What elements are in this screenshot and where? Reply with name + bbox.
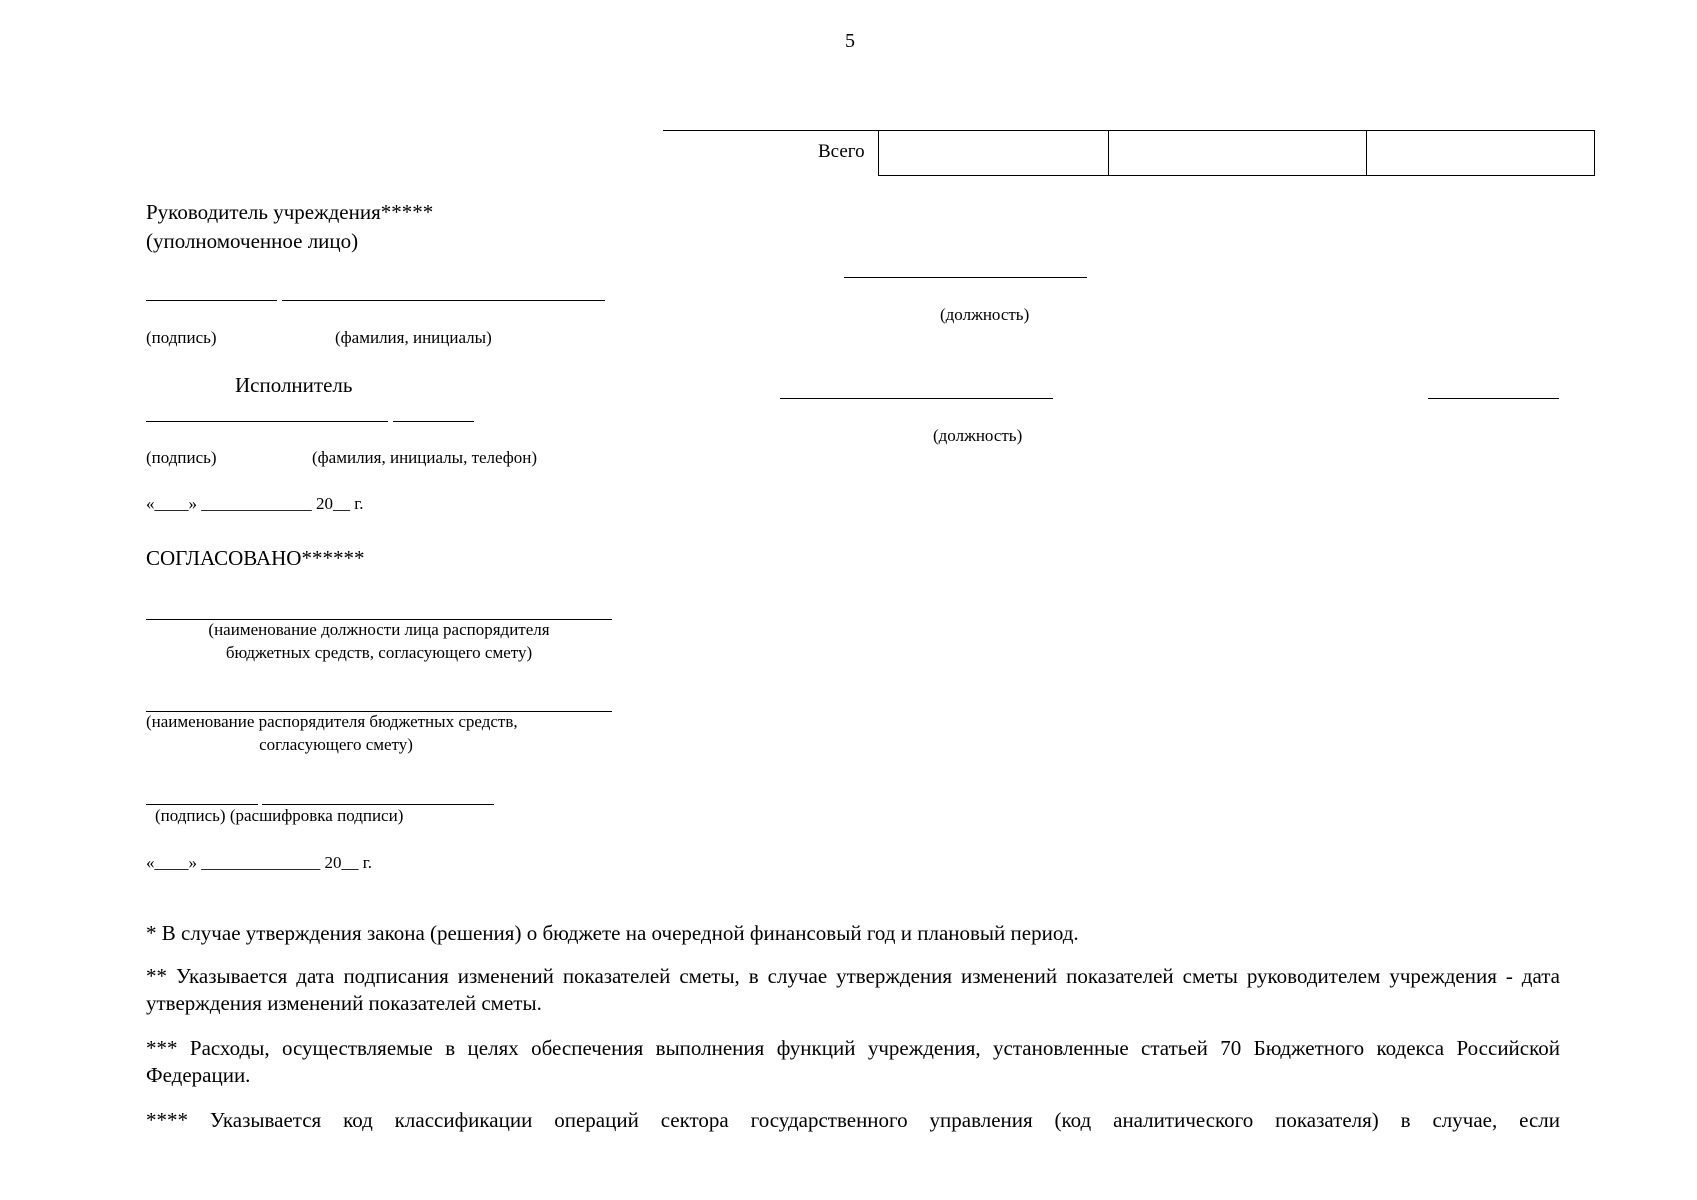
executor-signature-line xyxy=(146,421,388,422)
executor-position-line xyxy=(780,398,1053,399)
agreed-title: СОГЛАСОВАНО****** xyxy=(146,546,365,570)
footnote-1: * В случае утверждения закона (решения) о бюджете на очередной финансовый год и плановый период. xyxy=(146,921,1079,945)
head-title: Руководитель учреждения***** xyxy=(146,200,434,224)
executor-position-caption: (должность) xyxy=(933,426,1023,445)
agreed-decoding-line xyxy=(262,804,494,805)
executor-date: «____» _____________ 20__ г. xyxy=(146,494,364,513)
head-position-caption: (должность) xyxy=(940,305,1030,324)
executor-name-line xyxy=(393,421,474,422)
footnote-2: ** Указывается дата подписания изменений показателей сметы, в случае утверждения изменений показателей сметы руководителем учреждения - дата утверждения изменений показателей сметы. xyxy=(146,964,1560,1015)
executor-signature-caption: (подпись) xyxy=(146,448,217,467)
head-subtitle: (уполномоченное лицо) xyxy=(146,229,359,253)
head-name-line xyxy=(282,300,605,301)
agreed-date: «____» ______________ 20__ г. xyxy=(146,853,373,872)
executor-name-caption: (фамилия, инициалы, телефон) xyxy=(312,448,538,467)
head-signature-caption: (подпись) xyxy=(146,328,217,347)
total-cell xyxy=(1109,131,1367,176)
agreed-signature-caption: (подпись) (расшифровка подписи) xyxy=(155,806,404,825)
agreed-position-caption-2: бюджетных средств, согласующего смету) xyxy=(225,643,533,662)
executor-extra-line xyxy=(1428,398,1559,399)
page-number: 5 xyxy=(845,30,855,52)
footnote-4: **** Указывается код классификации операций сектора государственного управления (код аналитического показателя) в случае, если xyxy=(146,1108,1560,1132)
head-name-caption: (фамилия, инициалы) xyxy=(335,328,492,347)
footnote-3: *** Расходы, осуществляемые в целях обеспечения выполнения функций учреждения, установленные статьей 70 Бюджетного кодекса Российской Федерации. xyxy=(146,1036,1560,1087)
total-cell xyxy=(879,131,1109,176)
agreed-manager-caption-1: (наименование распорядителя бюджетных средств, xyxy=(146,712,518,731)
agreed-manager-caption-2: согласующего смету) xyxy=(259,735,413,754)
total-row xyxy=(879,131,1595,176)
total-label: Всего xyxy=(818,141,865,162)
agreed-position-caption-1: (наименование должности лица распорядителя xyxy=(208,620,550,639)
total-row-top-line xyxy=(663,130,879,131)
head-position-line xyxy=(844,277,1087,278)
total-cell xyxy=(1367,131,1595,176)
head-signature-line xyxy=(146,300,277,301)
total-table xyxy=(878,130,1595,176)
agreed-signature-line xyxy=(146,804,258,805)
executor-title: Исполнитель xyxy=(235,373,353,397)
